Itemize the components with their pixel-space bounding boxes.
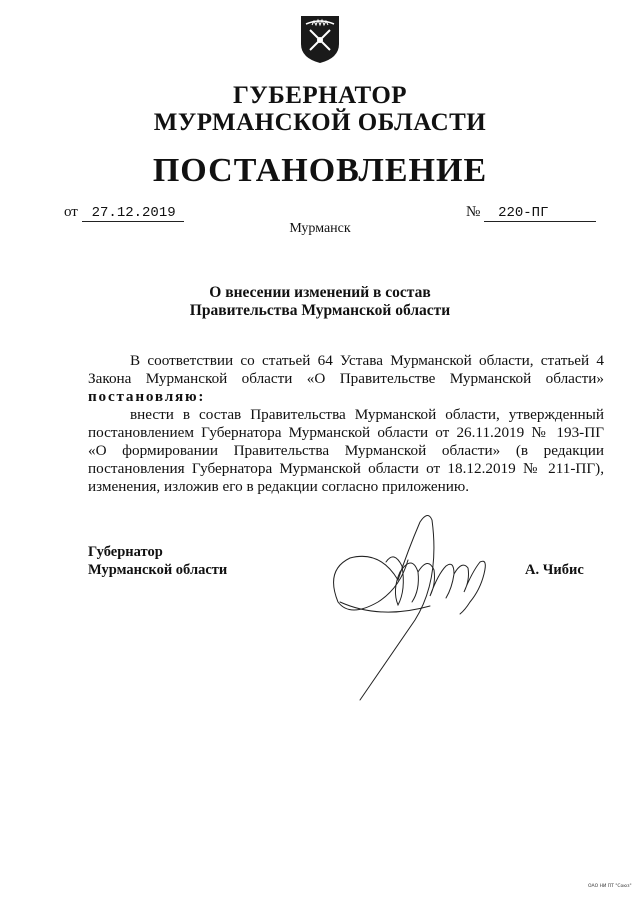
body-text-line: Закона Мурманской области «О Правительстве Мурманской области» — [88, 370, 604, 387]
body-line-8: изменения, изложив его в редакции согласно приложению. — [88, 478, 470, 495]
body-text-line: постановлением Губернатора Мурманской области от 26.11.2019 № 193-ПГ — [88, 424, 604, 441]
printer-footnote: ОАО НИ ПТ "Союз" — [588, 884, 632, 889]
body-line-6 — [88, 442, 604, 459]
body-line-7 — [88, 460, 604, 477]
body-line-5 — [88, 424, 604, 441]
issuer-line-1: ГУБЕРНАТОР — [232, 82, 408, 109]
number-row — [466, 204, 596, 222]
number-prefix: № — [466, 204, 481, 220]
signatory-name: А. Чибис — [525, 562, 584, 578]
document-type-title: ПОСТАНОВЛЕНИЕ — [152, 152, 488, 189]
body-text-line: В соответствии со статьей 64 Устава Мурманской области, статьей 4 — [130, 352, 604, 369]
handwritten-signature — [320, 510, 510, 710]
date-prefix: от — [64, 204, 78, 220]
document-number: 220-ПГ — [484, 205, 596, 222]
body-text-line: «О формировании Правительства Мурманской области» (в редакции — [88, 442, 604, 459]
body-line-1 — [130, 352, 604, 369]
subject-line-2: Правительства Мурманской области — [189, 302, 451, 319]
date-row — [64, 204, 184, 222]
city-name: Мурманск — [289, 221, 351, 236]
decree-word: постановляю: — [88, 388, 206, 405]
body-line-2 — [88, 370, 604, 387]
body-line-4 — [130, 406, 604, 423]
murmansk-emblem-icon — [298, 14, 342, 64]
body-text-line: внести в состав Правительства Мурманской области, утвержденный — [130, 406, 604, 423]
subject-line-1: О внесении изменений в состав — [209, 284, 431, 301]
signatory-position-line-2: Мурманской области — [88, 562, 228, 578]
signatory-position-line-1: Губернатор — [88, 544, 163, 560]
document-date: 27.12.2019 — [82, 205, 184, 222]
body-text-line: постановления Губернатора Мурманской области от 18.12.2019 № 211-ПГ), — [88, 460, 604, 477]
issuer-line-2: МУРМАНСКОЙ ОБЛАСТИ — [153, 109, 487, 136]
emblem — [298, 14, 342, 64]
